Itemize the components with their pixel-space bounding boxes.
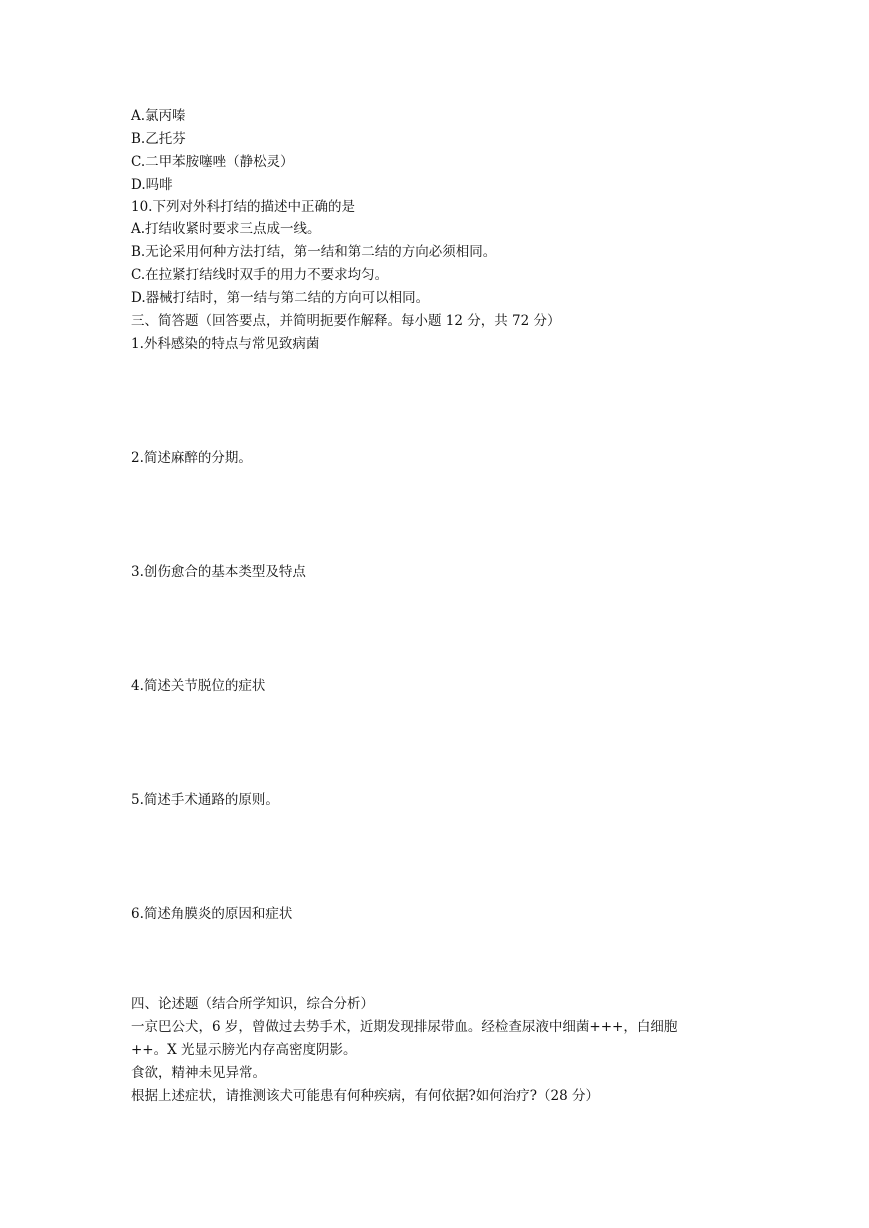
q9-option-d: D.吗啡 bbox=[131, 177, 173, 193]
case-line-3: 食欲，精神未见异常。 bbox=[131, 1065, 266, 1081]
q10-option-d: D.器械打结时，第一结与第二结的方向可以相同。 bbox=[131, 290, 430, 306]
q10-option-c: C.在拉紧打结线时双手的用力不要求均匀。 bbox=[131, 267, 389, 283]
short-answer-question-2: 2.简述麻醉的分期。 bbox=[131, 450, 252, 466]
short-answer-question-6: 6.简述角膜炎的原因和症状 bbox=[131, 906, 293, 922]
q10-stem: 10.下列对外科打结的描述中正确的是 bbox=[131, 199, 355, 215]
q9-option-b: B.乙托芬 bbox=[131, 131, 186, 147]
case-line-2: ++。X 光显示膀光内存高密度阴影。 bbox=[131, 1042, 357, 1058]
short-answer-question-4: 4.简述关节脱位的症状 bbox=[131, 678, 266, 694]
essay-question-prompt: 根据上述症状，请推测该犬可能患有何种疾病，有何依据?如何治疗?（28 分） bbox=[131, 1088, 599, 1104]
q10-option-a: A.打结收紧时要求三点成一线。 bbox=[131, 221, 321, 237]
section3-heading: 三、简答题（回答要点，并简明扼要作解释。每小题 12 分，共 72 分） bbox=[131, 313, 561, 329]
q9-option-a: A.氯丙嗪 bbox=[131, 108, 186, 124]
q10-option-b: B.无论采用何种方法打结，第一结和第二结的方向必须相同。 bbox=[131, 244, 497, 260]
section4-heading: 四、论述题（结合所学知识，综合分析） bbox=[131, 996, 374, 1012]
short-answer-question-1: 1.外科感染的特点与常见致病菌 bbox=[131, 336, 320, 352]
q9-option-c: C.二甲苯胺噻唑（静松灵） bbox=[131, 154, 294, 170]
short-answer-question-3: 3.创伤愈合的基本类型及特点 bbox=[131, 564, 306, 580]
case-line-1: 一京巴公犬，6 岁，曾做过去势手术，近期发现排尿带血。经检查尿液中细菌+++，白细胞 bbox=[131, 1019, 678, 1035]
short-answer-question-5: 5.简述手术通路的原则。 bbox=[131, 792, 279, 808]
